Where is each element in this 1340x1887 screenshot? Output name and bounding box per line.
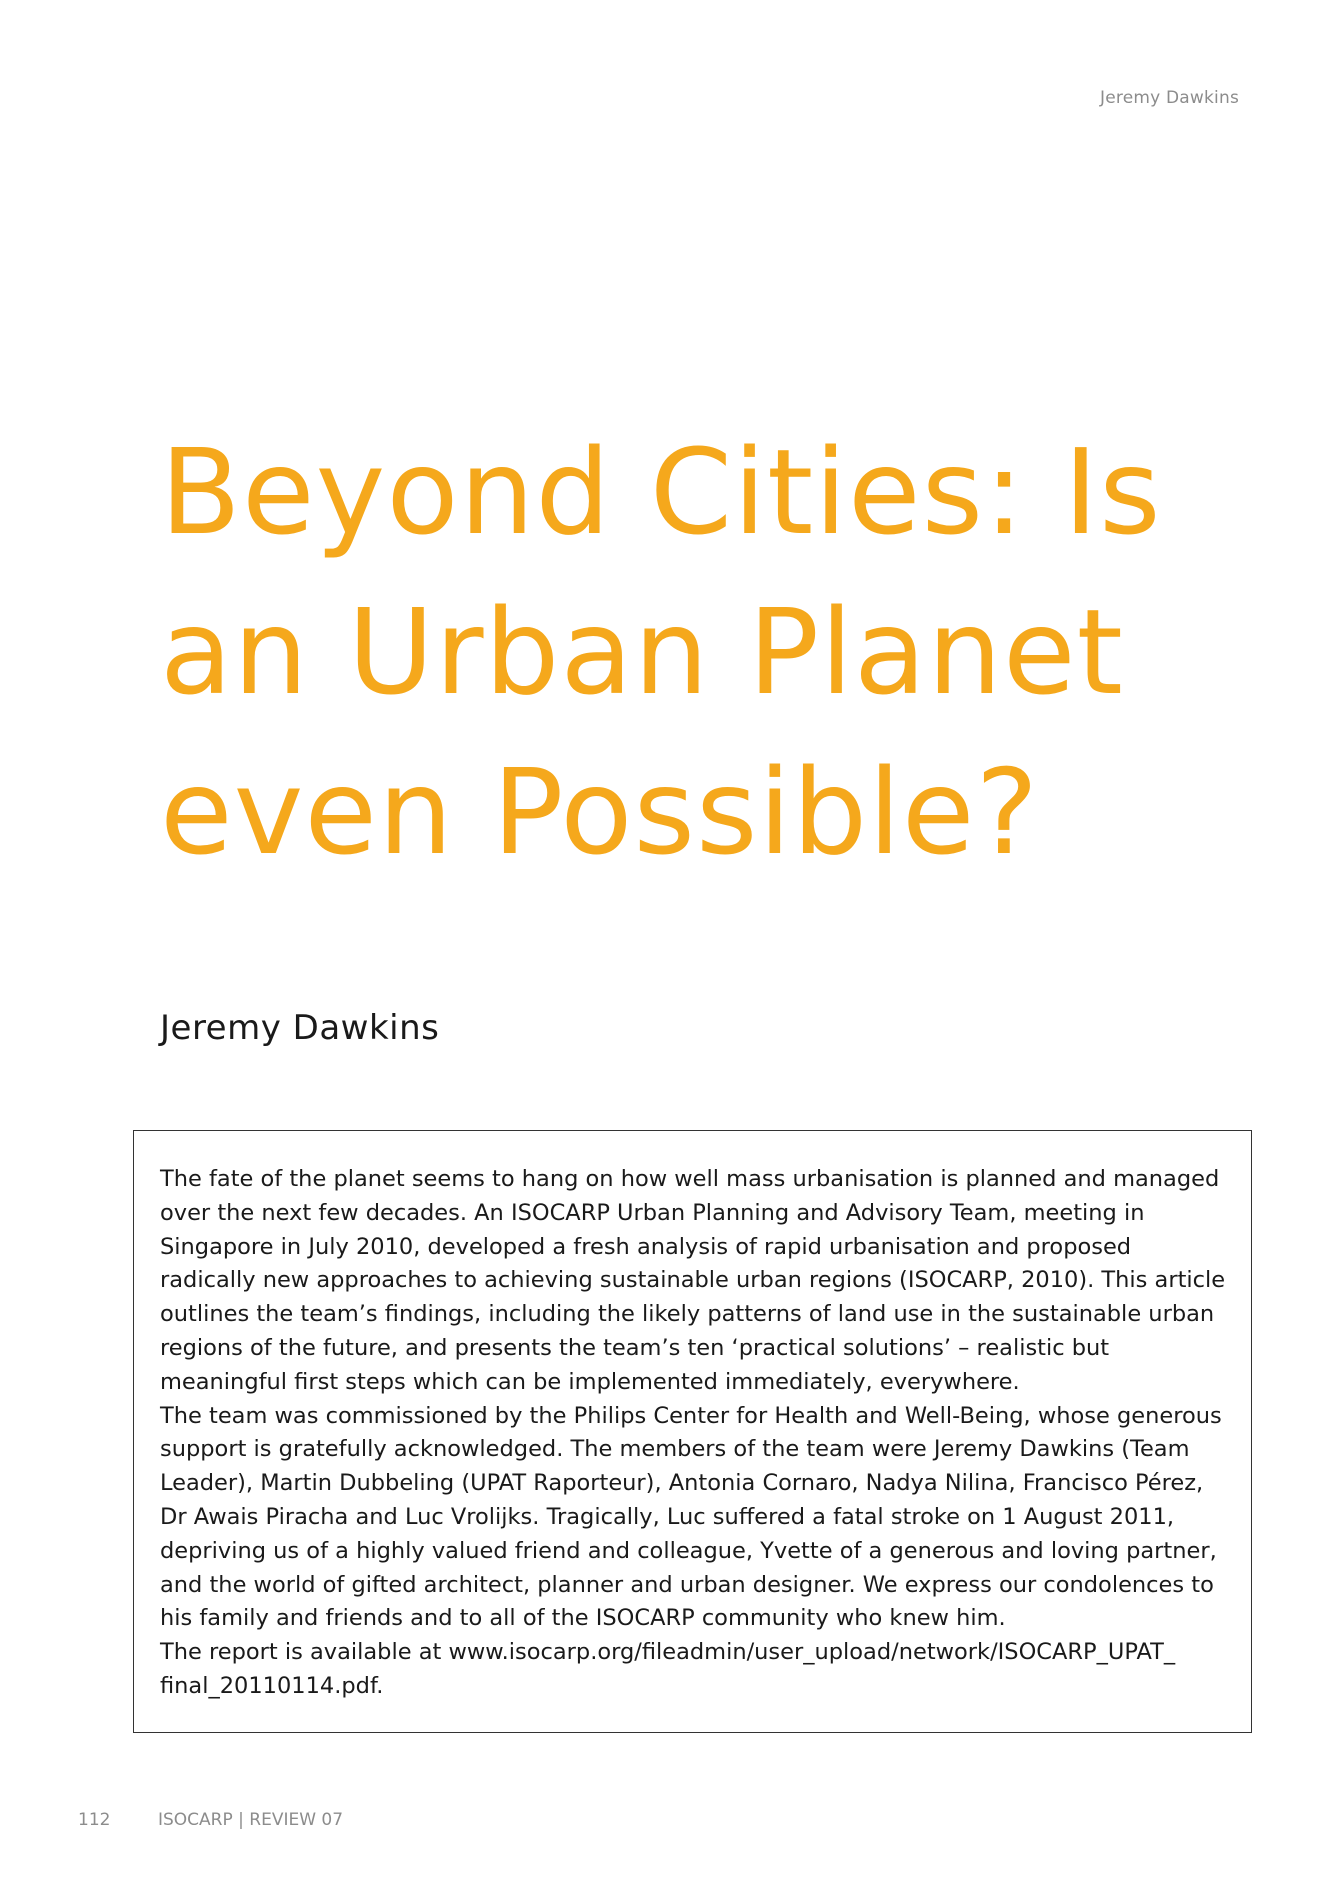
article-title-line: an Urban Planet bbox=[160, 583, 1124, 721]
abstract-box bbox=[133, 1130, 1252, 1733]
article-title bbox=[160, 412, 1210, 892]
article-author: Jeremy Dawkins bbox=[160, 1008, 440, 1048]
page-number: 112 bbox=[78, 1810, 111, 1830]
abstract-paragraph: The report is available at www.isocarp.org/fileadmin/user_upload/network/ISOCARP_UPAT_ final_20110114.pdf. bbox=[160, 1639, 1176, 1699]
running-header-author: Jeremy Dawkins bbox=[1100, 88, 1239, 108]
article-title-line: Beyond Cities: Is bbox=[160, 423, 1162, 561]
abstract-paragraph: The team was commissioned by the Philips Center for Health and Well-Being, whose generous support is gratefully acknowledged. The members of the team were Jeremy Dawkins (Team Leader), Martin Dubbeling (UPAT Raporteur), Antonia Cornaro, Nadya Nilina, Francisco Pérez, Dr Awais Piracha and Luc Vrolijks. Tragically, Luc suffered a fatal stroke on 1 August 2011, depriving us of a highly valued friend and colleague, Yvette of a generous and loving partner, and the world of gifted architect, planner and urban designer. We express our condolences to his family and friends and to all of the ISOCARP community who knew him. bbox=[160, 1402, 1222, 1632]
article-title-line: even Possible? bbox=[160, 743, 1040, 881]
publication-name: ISOCARP | REVIEW 07 bbox=[158, 1810, 344, 1830]
abstract-paragraph: The fate of the planet seems to hang on how well mass urbanisation is planned and managed over the next few decades. An ISOCARP Urban Planning and Advisory Team, meeting in Singapore in July 2010, developed a fresh analysis of rapid urbanisation and proposed radically new approaches to achieving sustainable urban regions (ISOCARP, 2010). This article outlines the team’s findings, including the likely patterns of land use in the sustainable urban regions of the future, and presents the team’s ten ‘practical solutions’ – realistic but meaningful first steps which can be implemented immediately, everywhere. bbox=[160, 1166, 1226, 1395]
